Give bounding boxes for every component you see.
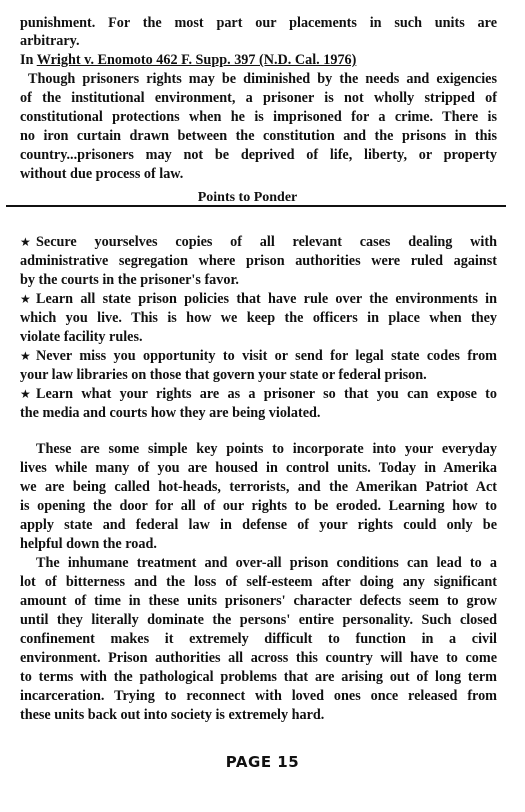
quote-line: of the institutional environment, a prisoner is not wholly stripped of bbox=[20, 90, 497, 106]
bullet-text: your law libraries on those that govern your state or federal prison. bbox=[20, 367, 427, 383]
star-icon: ★ bbox=[20, 349, 31, 363]
paragraph-line: amount of time in these units prisoners' character defects seem to grow bbox=[20, 593, 497, 609]
bullet-item bbox=[20, 233, 497, 252]
bullet-text: violate facility rules. bbox=[20, 329, 143, 345]
quote-line: without due process of law. bbox=[20, 166, 184, 182]
case-citation: Wright v. Enomoto 462 F. Supp. 397 (N.D. Cal. 1976) bbox=[36, 52, 357, 68]
quote-line: constitutional protections when he is imprisoned for a crime. There is bbox=[20, 109, 497, 125]
section-heading: Points to Ponder bbox=[197, 190, 298, 205]
paragraph-line: lives while many of you are housed in control units. Today in Amerika bbox=[20, 460, 497, 476]
paragraph-line: we are being called hot-heads, terrorists, and the Amerikan Patriot Act bbox=[20, 479, 497, 495]
text-line: punishment. For the most part our placements in such units are bbox=[20, 15, 497, 31]
paragraph-line: The inhumane treatment and over-all prison conditions can lead to a bbox=[36, 555, 497, 571]
bullet-text: administrative segregation where prison authorities were ruled against bbox=[20, 253, 497, 269]
star-icon: ★ bbox=[20, 387, 31, 401]
bullet-text: which you live. This is how we keep the officers in place when they bbox=[20, 310, 497, 326]
paragraph-line: to terms with the pathological problems that are arising out of long term bbox=[20, 669, 497, 685]
paragraph-line: These are some simple key points to incorporate into your everyday bbox=[36, 441, 497, 457]
bullet-text: Learn what your rights are as a prisoner so that you can expose to bbox=[36, 386, 497, 402]
citation-line bbox=[20, 51, 497, 70]
paragraph-line: confinement makes it extremely difficult to function in a civil bbox=[20, 631, 497, 647]
page-number: PAGE 15 bbox=[225, 753, 300, 771]
quote-line: no iron curtain drawn between the constitution and the prisons in this bbox=[20, 128, 497, 144]
paragraph-line: helpful down the road. bbox=[20, 536, 157, 552]
bullet-text: by the courts in the prisoner's favor. bbox=[20, 272, 239, 288]
paragraph-line: incarceration. Trying to reconnect with loved ones once released from bbox=[20, 688, 497, 704]
citation-prefix: In bbox=[20, 52, 37, 68]
paragraph-line: lot of bitterness and the loss of self-esteem after doing any significant bbox=[20, 574, 497, 590]
paragraph-line: environment. Prison authorities all across this country will have to come bbox=[20, 650, 497, 666]
text-line: arbitrary. bbox=[20, 33, 80, 49]
paragraph-line: apply state and federal law in defense of your rights could only be bbox=[20, 517, 497, 533]
bullet-item bbox=[20, 290, 497, 309]
quote-line: Though prisoners rights may be diminished by the needs and exigencies bbox=[28, 71, 497, 87]
paragraph-line: until they literally dominate the persons' entire personality. Such closed bbox=[20, 612, 497, 628]
quote-line: country...prisoners may not be deprived of life, liberty, or property bbox=[20, 147, 497, 163]
bullet-text: Never miss you opportunity to visit or send for legal state codes from bbox=[36, 348, 497, 364]
star-icon: ★ bbox=[20, 235, 31, 249]
paragraph-line: these units back out into society is extremely hard. bbox=[20, 707, 325, 723]
star-icon: ★ bbox=[20, 292, 31, 306]
bullet-item bbox=[20, 347, 497, 366]
bullet-text: the media and courts how they are being violated. bbox=[20, 405, 321, 421]
bullet-item bbox=[20, 385, 497, 404]
paragraph-line: is opening the door for all of our rights to be eroded. Learning how to bbox=[20, 498, 497, 514]
section-divider bbox=[6, 205, 506, 207]
bullet-text: Learn all state prison policies that have rule over the environments in bbox=[36, 291, 497, 307]
bullet-text: Secure yourselves copies of all relevant cases dealing with bbox=[36, 234, 497, 250]
